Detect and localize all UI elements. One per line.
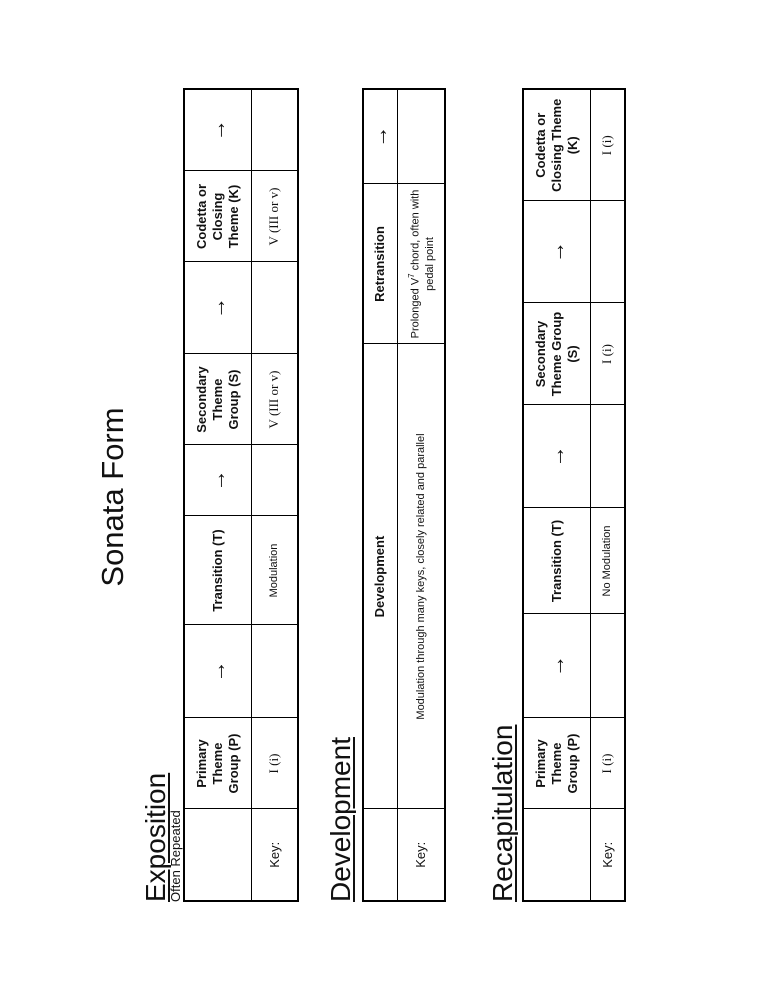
seventh-superscript: 7 <box>406 273 416 278</box>
empty-cell <box>590 614 625 718</box>
development-table <box>362 88 446 902</box>
development-heading: Development <box>325 737 356 902</box>
key-label: Key: <box>590 809 625 901</box>
exposition-secondary-key: V (III or v) <box>251 354 298 445</box>
retransition-key <box>397 184 445 344</box>
arrow-icon: → <box>523 405 590 508</box>
recapitulation-transition-header: Transition (T) <box>523 508 590 614</box>
exposition-transition-header: Transition (T) <box>184 516 251 625</box>
empty-cell <box>251 262 298 354</box>
recapitulation-corner-cell <box>523 809 590 901</box>
key-label: Key: <box>251 809 298 901</box>
retransition-header: Retransition <box>363 184 397 344</box>
page-title: Sonata Form <box>95 407 130 587</box>
retransition-key-text: Prolonged V <box>409 277 422 339</box>
empty-cell <box>590 405 625 508</box>
recapitulation-primary-header: Primary Theme Group (P) <box>523 718 590 809</box>
development-header: Development <box>363 344 397 809</box>
exposition-table <box>183 88 299 902</box>
development-key: Modulation through many keys, closely related and parallel <box>397 344 445 809</box>
exposition-closing-header: Codetta or Closing Theme (K) <box>184 171 251 262</box>
arrow-icon: → <box>184 625 251 718</box>
arrow-icon: → <box>184 262 251 354</box>
arrow-icon: → <box>363 89 397 184</box>
recapitulation-secondary-header: Secondary Theme Group (S) <box>523 303 590 405</box>
development-corner-cell <box>363 809 397 901</box>
recapitulation-header-row <box>523 89 590 901</box>
exposition-primary-key: I (i) <box>251 718 298 809</box>
recapitulation-transition-key: No Modulation <box>590 508 625 614</box>
exposition-secondary-header: Secondary Theme Group (S) <box>184 354 251 445</box>
exposition-corner-cell <box>184 809 251 901</box>
empty-cell <box>251 625 298 718</box>
exposition-closing-key: V (III or v) <box>251 171 298 262</box>
development-header-row <box>363 89 397 901</box>
recapitulation-closing-key: I (i) <box>590 89 625 201</box>
arrow-icon: → <box>184 445 251 516</box>
empty-cell <box>590 201 625 303</box>
exposition-subtitle: Often Repeated <box>168 810 183 902</box>
development-key-row <box>397 89 445 901</box>
recapitulation-secondary-key: I (i) <box>590 303 625 405</box>
exposition-heading: Exposition <box>140 772 171 902</box>
recapitulation-key-row <box>590 89 625 901</box>
recapitulation-heading: Recapitulation <box>487 724 518 902</box>
recapitulation-closing-header: Codetta or Closing Theme (K) <box>523 89 590 201</box>
empty-cell <box>397 89 445 184</box>
empty-cell <box>251 445 298 516</box>
arrow-icon: → <box>523 614 590 718</box>
recapitulation-primary-key: I (i) <box>590 718 625 809</box>
recapitulation-table <box>522 88 626 902</box>
key-label: Key: <box>397 809 445 901</box>
exposition-transition-key: Modulation <box>251 516 298 625</box>
arrow-icon: → <box>184 89 251 171</box>
exposition-header-row <box>184 89 251 901</box>
exposition-key-row <box>251 89 298 901</box>
retransition-key-text: chord, often with pedal point <box>409 189 436 291</box>
empty-cell <box>251 89 298 171</box>
exposition-primary-header: Primary Theme Group (P) <box>184 718 251 809</box>
arrow-icon: → <box>523 201 590 303</box>
